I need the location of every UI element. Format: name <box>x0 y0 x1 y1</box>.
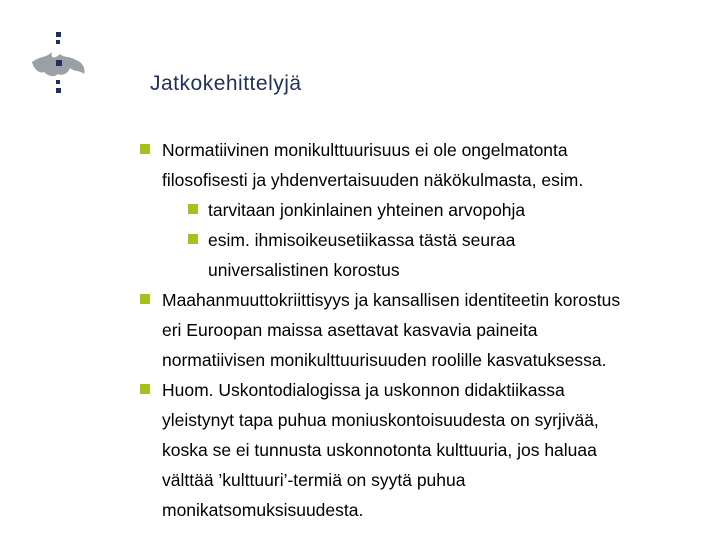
bullet-list <box>138 135 708 525</box>
bullet-text-line: universalistinen korostus <box>208 260 400 280</box>
logo-dot-top <box>56 32 61 37</box>
bullet-marker-icon <box>188 234 198 244</box>
bullet-text-line: yleistynyt tapa puhua moniuskontoisuudesta on syrjivää, <box>162 410 599 430</box>
logo-dot <box>56 80 60 84</box>
bullet-text-line: esim. ihmisoikeusetiikassa tästä seuraa <box>208 230 516 250</box>
bullet-text-line: filosofisesti ja yhdenvertaisuuden näkökulmasta, esim. <box>162 170 584 190</box>
bullet-item <box>138 135 708 195</box>
slide-title: Jatkokehittelyjä <box>150 72 302 95</box>
bullet-marker-icon <box>140 144 150 154</box>
bullet-text-line: tarvitaan jonkinlainen yhteinen arvopohja <box>208 200 526 220</box>
bullet-marker-icon <box>140 384 150 394</box>
logo-dot-bottom <box>56 88 61 93</box>
bullet-text-line: monikatsomuksisuudesta. <box>162 500 364 520</box>
bullet-text-line: Huom. Uskontodialogissa ja uskonnon didaktiikassa <box>162 380 565 400</box>
bullet-text-line: Normatiivinen monikulttuurisuus ei ole ongelmatonta <box>162 140 568 160</box>
bullet-text-line: koska se ei tunnusta uskonnotonta kulttuuria, jos haluaa <box>162 440 597 460</box>
bullet-marker-icon <box>188 204 198 214</box>
bullet-item <box>138 285 708 375</box>
bullet-text-line: normatiivisen monikulttuurisuuden roolille kasvatuksessa. <box>162 350 607 370</box>
sub-bullet-item <box>138 195 708 225</box>
sub-bullet-item <box>138 225 708 285</box>
bullet-marker-icon <box>140 294 150 304</box>
bullet-text-line: eri Euroopan maissa asettavat kasvavia paineita <box>162 320 538 340</box>
logo-dot-middle <box>56 60 62 66</box>
bullet-text-line: Maahanmuuttokriittisyys ja kansallisen identiteetin korostus <box>162 290 621 310</box>
bullet-text-line: välttää ’kulttuuri’-termiä on syytä puhua <box>162 470 466 490</box>
bullet-item <box>138 375 708 525</box>
university-logo <box>26 28 90 98</box>
logo-dot <box>56 40 60 44</box>
